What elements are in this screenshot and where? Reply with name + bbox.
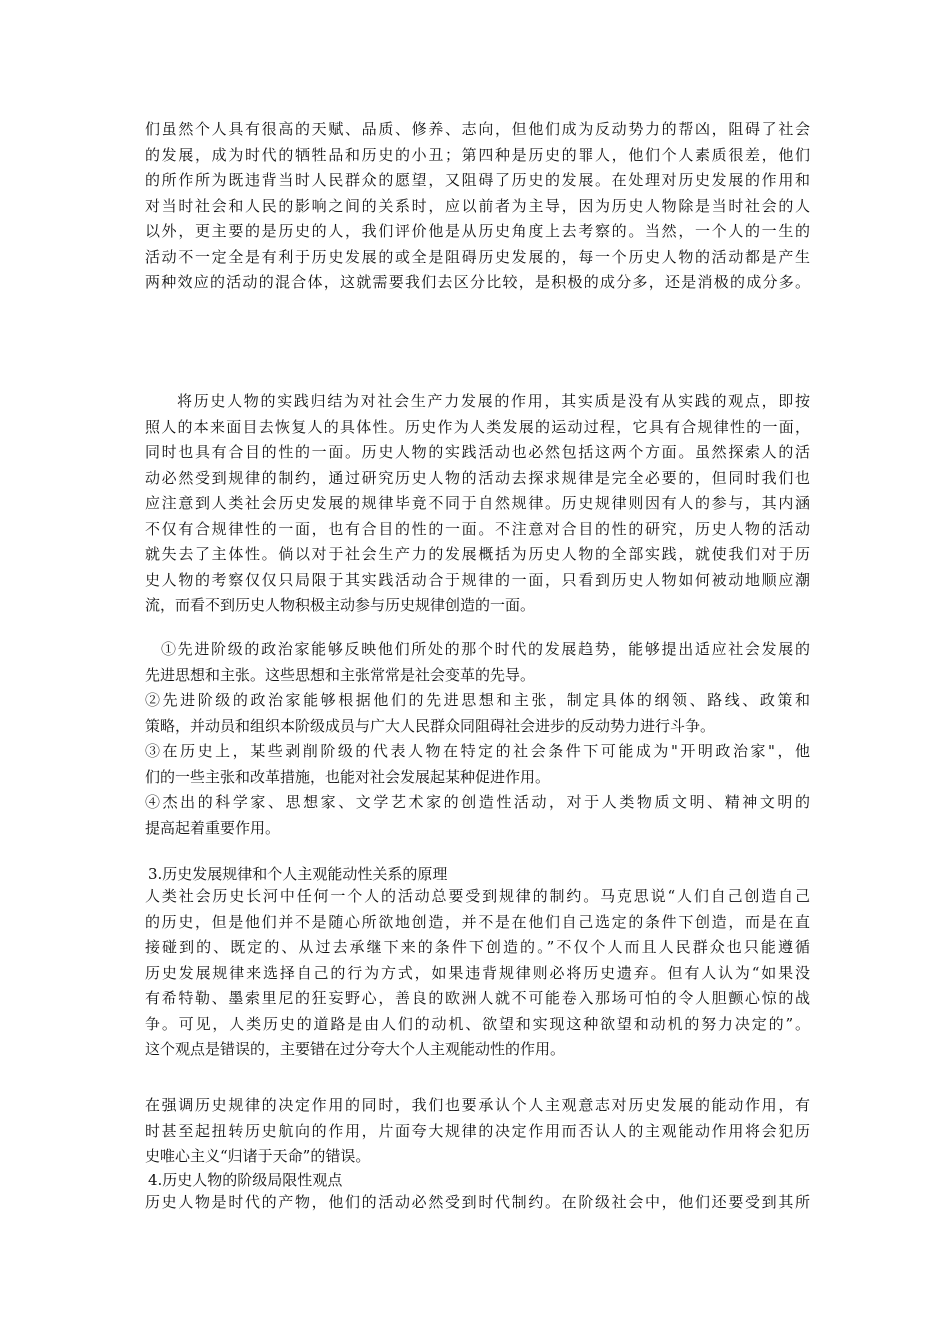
text-line: 对当时社会和人民的影响之间的关系时，应以前者为主导，因为历史人物除是当时社会的人 xyxy=(145,196,810,215)
text-line: 争。可见，人类历史的道路是由人们的动机、欲望和实现这种欲望和动机的努力决定的”。 xyxy=(145,1014,810,1033)
heading-text: 3.历史发展规律和个人主观能动性关系的原理 xyxy=(148,865,448,883)
text-line: 活动不一定全是有利于历史发展的或全是阻碍历史发展的，每一个历史人物的活动都是产生 xyxy=(145,247,810,266)
text-line: 人类社会历史长河中任何一个人的活动总要受到规律的制约。马克思说“人们自己创造自己 xyxy=(145,887,810,905)
text-line: 应注意到人类社会历史发展的规律毕竟不同于自然规律。历史规律则因有人的参与，其内涵 xyxy=(145,494,810,512)
text-line: 接碰到的、既定的、从过去承继下来的条件下创造的。”不仅个人而且人民群众也只能遵循 xyxy=(145,938,810,956)
text-line: 的所作所为既违背当时人民群众的愿望，又阻碍了历史的发展。在处理对历史发展的作用和 xyxy=(145,171,810,189)
list-item-1: ①先进阶级的政治家能够反映他们所处的那个时代的发展趋势，能够提出适应社会发展的 xyxy=(161,640,810,658)
text-line: 提高起着重要作用。 xyxy=(145,818,281,837)
text-line: 将历史人物的实践归结为对社会生产力发展的作用，其实质是没有从实践的观点，即按 xyxy=(177,392,810,410)
text-line: 历史发展规律来选择自己的行为方式，如果违背规律则必将历史遗弃。但有人认为“如果没 xyxy=(145,963,810,982)
text-line: 史唯心主义“归诸于天命”的错误。 xyxy=(145,1147,371,1165)
text-line: 们虽然个人具有很高的天赋、品质、修养、志向，但他们成为反动势力的帮凶，阻碍了社会 xyxy=(145,120,810,138)
paragraph-subjective-initiative xyxy=(145,1093,810,1170)
paragraph-laws-and-agency xyxy=(145,884,810,1063)
text-line: 这个观点是错误的，主要错在过分夸大个人主观能动性的作用。 xyxy=(145,1040,566,1058)
text-line: 时甚至起扭转历史航向的作用，片面夸大规律的决定作用而否认人的主观能动作用将会犯历 xyxy=(145,1121,810,1140)
text-line: 的历史，但是他们并不是随心所欲地创造，并不是在他们自己选定的条件下创造，而是在直 xyxy=(145,912,810,931)
text-line: 在强调历史规律的决定作用的同时，我们也要承认个人主观意志对历史发展的能动作用，有 xyxy=(145,1096,810,1114)
text-line: 以外，更主要的是历史的人，我们评价他是从历史角度上去考察的。当然，一个人的一生的 xyxy=(145,222,810,240)
text-line: 照人的本来面目去恢复人的具体性。历史作为人类发展的运动过程，它具有合规律性的一面， xyxy=(145,417,810,436)
heading-text: 4.历史人物的阶级局限性观点 xyxy=(148,1171,343,1189)
paragraph-practice-of-historical-figures xyxy=(145,389,810,619)
list-item-2: ②先进阶级的政治家能够根据他们的先进思想和主张，制定具体的纲领、路线、政策和 xyxy=(145,691,810,709)
text-line: 史人物的考察仅仅只局限于其实践活动合于规律的一面，只看到历史人物如何被动地顺应潮 xyxy=(145,570,810,589)
text-line: 的发展，成为时代的牺牲品和历史的小丑；第四种是历史的罪人，他们个人素质很差，他们 xyxy=(145,145,810,164)
text-line: 不仅有合规律性的一面，也有合目的性的一面。不注意对合目的性的研究，历史人物的活动 xyxy=(145,519,810,538)
text-line: 同时也具有合目的性的一面。历史人物的实践活动也必然包括这两个方面。虽然探索人的活 xyxy=(145,443,810,461)
text-line: 策略，并动员和组织本阶级成员与广大人民群众同阻碍社会进步的反动势力进行斗争。 xyxy=(145,716,716,735)
text-line: 就失去了主体性。倘以对于社会生产力的发展概括为历史人物的全部实践，就使我们对于历 xyxy=(145,545,810,563)
paragraph-historical-figures-types xyxy=(145,117,810,296)
text-line: 两种效应的活动的混合体，这就需要我们去区分比较，是积极的成分多，还是消极的成分多。 xyxy=(145,273,810,291)
text-line: 有希特勒、墨索里尼的狂妄野心，善良的欧洲人就不可能卷入那场可怕的令人胆颤心惊的战 xyxy=(145,989,810,1007)
list-item-3: ③在历史上，某些剥削阶级的代表人物在特定的社会条件下可能成为"开明政治家"，他 xyxy=(145,742,810,760)
numbered-list-statesmen-roles xyxy=(145,637,810,841)
text-line: 先进思想和主张。这些思想和主张常常是社会变革的先导。 xyxy=(145,665,536,684)
text-line: 动必然受到规律的制约，通过研究历史人物的活动去探求规律是完全必要的，但同时我们也 xyxy=(145,468,810,487)
list-item-4: ④杰出的科学家、思想家、文学艺术家的创造性活动，对于人类物质文明、精神文明的 xyxy=(145,793,810,811)
paragraph-class-limitations xyxy=(145,1190,810,1216)
text-line: 历史人物是时代的产物，他们的活动必然受到时代制约。在阶级社会中，他们还要受到其所 xyxy=(145,1193,810,1211)
text-line: 们的一些主张和改革措施，也能对社会发展起某种促进作用。 xyxy=(145,767,551,786)
text-line: 流，而看不到历史人物积极主动参与历史规律创造的一面。 xyxy=(145,596,536,614)
